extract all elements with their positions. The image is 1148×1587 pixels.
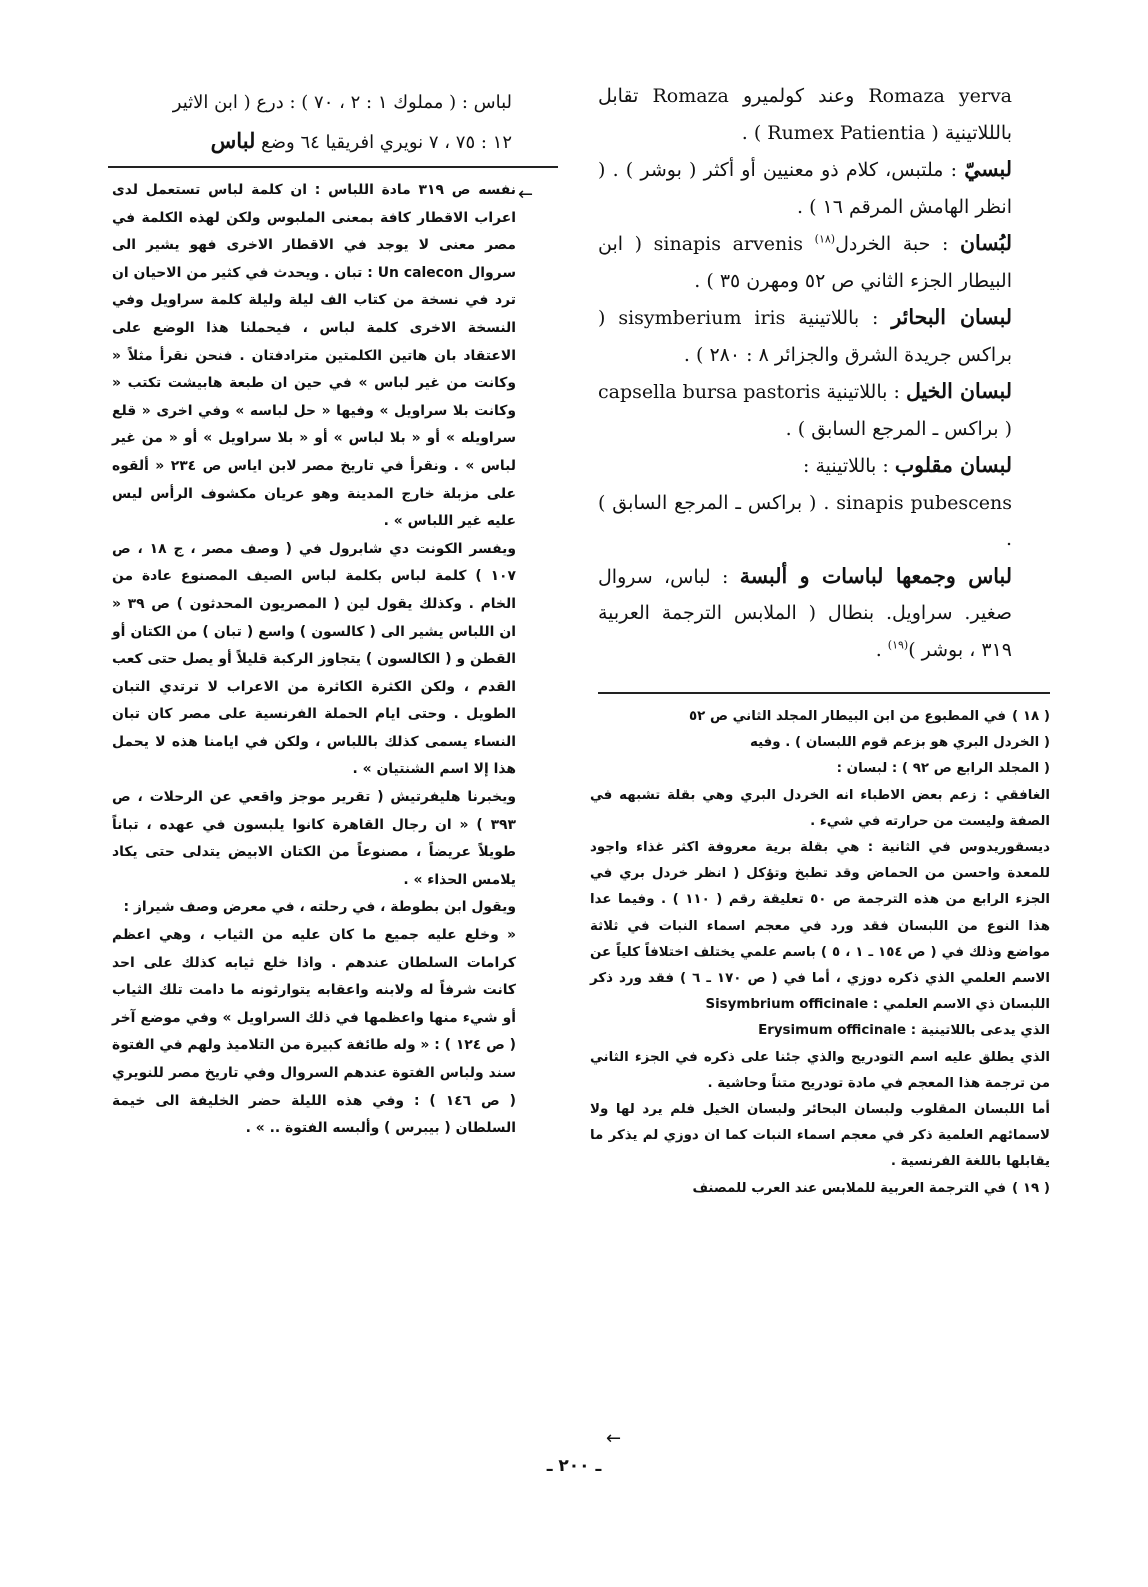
entry-lubsan-maqlub: لبسان مقلوب : باللاتينية : sinapis pubescens . ( براكس ـ المرجع السابق ) .: [598, 453, 1012, 550]
entry-headword: لبُسان: [959, 231, 1012, 255]
footnote-18-text: الغافقي : زعم بعض الاطباء انه الخردل البري وهي بقلة تشبهه في الصفة وليست من حرارته في شيء .: [590, 787, 1050, 829]
footnote-divider: [598, 692, 1050, 694]
footnote-18-text: ديسقوريدوس في الثانية : هي بقلة برية معروفة اكثر غذاء واجود للمعدة واحسن من الحماض وقد تطبخ وتؤكل ( انظر خردل بري في الجزء الرابع من هذه الترجمة ص ٥٠ تعليقة رقم ( ١١٠ ) . وفيما عدا هذا النوع من اللبسان فقد ورد في معجم اسماء النبات في ثلاثة مواضع وذلك في ( ص ١٥٤ ـ ١ ، ٥ ) باسم علمي يختلف اختلافاً كلياً عن الاسم العلمي الذي ذكره دوزي ، أما في ( ص ١٧٠ ـ ٦ ) فقد ورد ذكر اللبسان ذي الاسم العلمي : Sisymbrium officinale: [590, 840, 1050, 1013]
footnote-number: ( ١٨ ): [1012, 709, 1050, 724]
dictionary-entries-column: [598, 78, 1012, 668]
entry-headword: لبسيّ: [964, 157, 1012, 181]
latin-term: sinapis arvenis: [653, 233, 804, 255]
latin-term: Romaza yerva: [868, 85, 1013, 107]
footnote-18-text: الذي يدعى باللاتينية : Erysimum officinale: [758, 1023, 1050, 1039]
paragraph: « وخلع عليه جميع ما كان عليه من الثياب ، وهي اعظم كرامات السلطان عندهم . واذا خلع ثيابه كذلك على احد كانت شرفاً له ولابنه واعقابه يتوارثونه ما دامت تلك الثياب أو شيء منها واعظمها في ذلك السراويل » وفي موضع آخر ( ص ١٢٤ ) : « وله طائفة كبيرة من التلاميذ ولهم في الفتوة سند ولباس الفتوة عندهم السروال وفي تاريخ مصر للنويري ( ص ١٤٦ ) : وفي هذه الليلة حضر الخليفة الى خيمة السلطان ( بيبرس ) وألبسه الفتوة .. » .: [112, 927, 516, 1137]
continuation-arrow-icon: ←: [518, 184, 534, 205]
paragraph: ويفسر الكونت دي شابرول في ( وصف مصر ، ج ١٨ ، ص ١٠٧ ) كلمة لباس بكلمة لباس الصيف المصنوع عادة من الخام . وكذلك يقول لين ( المصريون المحدثون ) ص ٣٩ « ان اللباس يشير الى ( كالسون ) واسع ( تبان ) من الكتان أو القطن و ( الكالسون ) يتجاوز الركبة قليلاً أو يصل حتى كعب القدم ، ولكن الكثرة الكاثرة من الاعراب لا ترتدي التبان الطويل . وحتى ايام الحملة الفرنسية على مصر كان تبان النساء يسمى كذلك باللباس ، ولكن في ايامنا هذه لا يحمل هذا إلا اسم الشنتيان » .: [112, 540, 517, 778]
entry-libas: لباس وجمعها لباسات و ألبسة : لباس، سروال صغير. سراويل. بنطال ( الملابس الترجمة العربية ٣١٩ ، بوشر )$^{(١٩)}$ .: [598, 563, 1012, 661]
entry-headword: لبسان الخيل: [905, 379, 1012, 403]
entry-headword: لباس وجمعها لباسات و ألبسة: [739, 563, 1012, 588]
footnote-number: ( ١٩ ): [1012, 1180, 1050, 1196]
latin-term: sinapis pubescens: [836, 491, 1012, 514]
entry-lubsan: لبُسان : حبة الخردل$^{(١٨)}$ sinapis arvenis ( ابن البيطار الجزء الثاني ص ٥٢ ومهرن ٣٥ ) .: [598, 231, 1012, 292]
entry-headword: لبسان مقلوب: [894, 453, 1012, 477]
footnote-ref-19: (١٩): [887, 638, 909, 652]
footnote-ref-18: (١٨): [814, 232, 836, 246]
column-divider: [108, 166, 558, 168]
entry-headword: لباس: [210, 128, 256, 153]
entry-headword: لبسان البحائر: [891, 305, 1013, 329]
continuation-arrow-icon: ←: [606, 1428, 622, 1449]
footnote-18: ( ١٨ )في المطبوع من ابن البيطار المجلد الثاني ص ٥٢ ( الخردل البري هو بزعم قوم اللبسان ) . وفيه ( المجلد الرابع ص ٩٢ ) : لبسان :: [590, 704, 1050, 783]
entry-lubsan-al-bahair: لبسان البحائر : باللاتينية sisymberium iris ( براكس جريدة الشرق والجزائر ٨ : ٢٨٠ ) .: [598, 305, 1013, 366]
quoted-footnote-text: [112, 177, 516, 1143]
page-number: ـ ٢٠٠ ـ: [546, 1456, 602, 1476]
entry-labsi: لبسيّ : ملتبس، كلام ذو معنيين أو أكثر ( بوشر ) . ( انظر الهامش المرقم ١٦ ) .: [598, 157, 1012, 218]
entry-continuation: Romaza yerva وعند كولميرو Romaza تقابل بالللاتينية ( Rumex Patientia ) .: [598, 85, 1013, 144]
paragraph: ويقول ابن بطوطة ، في رحلته ، في معرض وصف شيراز :: [123, 899, 516, 916]
footnote-18-text: أما اللبسان المقلوب ولبسان البحائر ولبسان الخيل فلم يرد لها ولا لاسمائهم العلمية ذكر في معجم اسماء النبات كما ان دوزي لم يذكر ما يقابلها باللغة الفرنسية .: [590, 1102, 1050, 1170]
latin-term: Rumex Patientia: [767, 121, 926, 144]
latin-term: capsella bursa pastoris: [598, 381, 821, 403]
latin-term: Romaza: [652, 85, 729, 107]
footnote-18-text: الذي يطلق عليه اسم التودريح والذي جئنا على ذكره في الجزء الثاني من ترجمة هذا المعجم في مادة تودريح متناً وحاشية .: [590, 1049, 1050, 1091]
entry-libas-continued: لباس : ( مملوك ١ : ٢ ، ٧٠ ) : درع ( ابن الاثير ١٢ : ٧٥ ، ٧ نويري افريقيا ٦٤ وضع لباس: [172, 92, 512, 153]
footnote-19: ( ١٩ )في الترجمة العربية للملابس عند العرب للمصنف: [590, 1176, 1050, 1202]
entry-lubsan-al-khayl: لبسان الخيل : باللاتينية capsella bursa pastoris ( براكس ـ المرجع السابق ) .: [598, 379, 1012, 440]
paragraph: ويخبرنا هليفرتيش ( تقرير موجز واقعي عن الرحلات ، ص ٣٩٣ ) « ان رجال القاهرة كانوا يلبسون في عهده ، تباناً طويلاً عريضاً ، مصنوعاً من الكتان الابيض يتدلى حتى يكاد يلامس الحذاء » .: [112, 789, 516, 888]
paragraph: نفسه ص ٣١٩ مادة اللباس : ان كلمة لباس تستعمل لدى اعراب الاقطار كافة بمعنى الملبوس ولكن لهذه الكلمة في مصر معنى لا يوجد في الاقطار الاخرى فهو يشير الى سروال Un calecon : تبان . ويحدث في كثير من الاحيان ان ترد في نسخة من كتاب الف ليلة وليلة كلمة سراويل وفي النسخة الاخرى كلمة لباس ، فيحملنا هذا الوضع على الاعتقاد بان هاتين الكلمتين مترادفتان . فنحن نقرأ مثلاً « وكانت من غير لباس » في حين ان طبعة هابيشت تكتب « وكانت بلا سراويل » وفيها « حل لباسه » وفي اخرى « قلع سراويله » أو « بلا لباس » أو « بلا سراويل » أو « من غير لباس » . ونقرأ في تاريخ مصر لابن اياس ص ٢٣٤ « ألقوه على مزبلة خارج المدينة وهو عريان مكشوف الرأس ليس عليه غير اللباس » .: [112, 182, 517, 530]
left-column-header-entry: [108, 84, 512, 162]
latin-term: sisymberium iris: [618, 307, 786, 329]
footnotes: [590, 704, 1050, 1202]
